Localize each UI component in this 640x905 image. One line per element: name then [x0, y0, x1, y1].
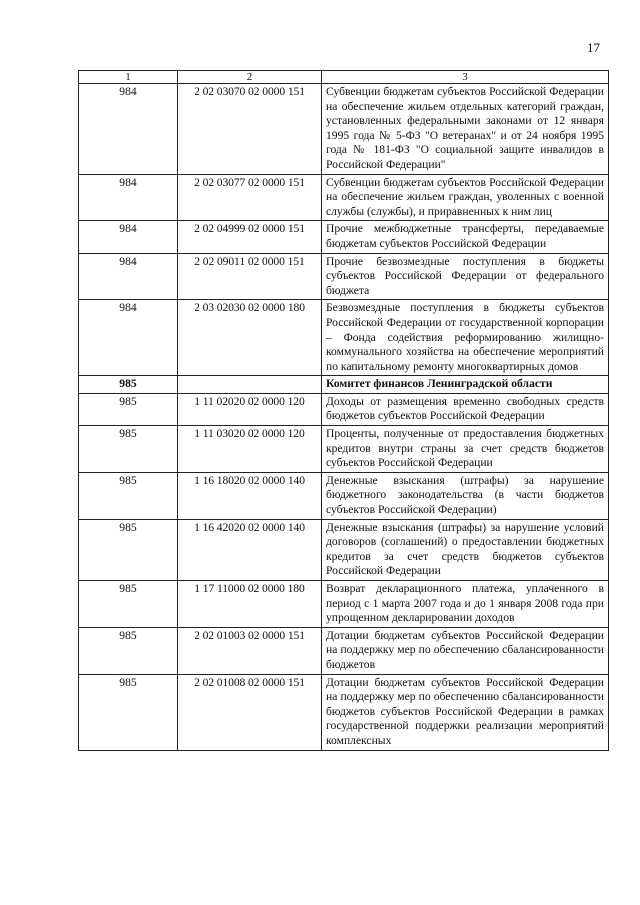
- admin-code-cell: 984: [79, 84, 178, 175]
- table-row: [79, 627, 609, 674]
- table-row: [79, 519, 609, 580]
- admin-code-cell: 985: [79, 376, 178, 394]
- header-row: [79, 71, 609, 84]
- section-heading-row: [79, 376, 609, 394]
- revenue-code-cell: 2 03 02030 02 0000 180: [178, 300, 322, 376]
- revenue-codes-table: [78, 70, 609, 751]
- table-row: [79, 253, 609, 300]
- table-row: [79, 221, 609, 253]
- admin-code-cell: 985: [79, 674, 178, 750]
- revenue-code-cell: 2 02 03070 02 0000 151: [178, 84, 322, 175]
- revenue-code-cell: 2 02 01008 02 0000 151: [178, 674, 322, 750]
- revenue-description-cell: Дотации бюджетам субъектов Российской Федерации на поддержку мер по обеспечению сбалансированности бюджетов: [322, 627, 609, 674]
- revenue-description-cell: Субвенции бюджетам субъектов Российской Федерации на обеспечение жильем граждан, уволенных с военной службы (службы), и приравненных к ним лиц: [322, 174, 609, 221]
- admin-code-cell: 985: [79, 519, 178, 580]
- revenue-description-cell: Доходы от размещения временно свободных средств бюджетов субъектов Российской Федерации: [322, 393, 609, 425]
- revenue-code-cell: [178, 376, 322, 394]
- revenue-description-cell: Проценты, полученные от предоставления бюджетных кредитов внутри страны за счет средств бюджетов субъектов Российской Федерации: [322, 426, 609, 473]
- header-column-3: 3: [322, 71, 609, 84]
- revenue-code-cell: 1 17 11000 02 0000 180: [178, 581, 322, 628]
- admin-code-cell: 985: [79, 426, 178, 473]
- revenue-description-cell: Комитет финансов Ленинградской области: [322, 376, 609, 394]
- revenue-description-cell: Субвенции бюджетам субъектов Российской Федерации на обеспечение жильем отдельных категорий граждан, установленных федеральными законами от 12 января 1995 года № 5-ФЗ "О ветеранах" и от 24 ноября 1995 года № 181-ФЗ "О социальной защите инвалидов в Российской Федерации": [322, 84, 609, 175]
- revenue-code-cell: 2 02 09011 02 0000 151: [178, 253, 322, 300]
- admin-code-cell: 984: [79, 174, 178, 221]
- header-column-1: 1: [79, 71, 178, 84]
- table-row: [79, 472, 609, 519]
- revenue-code-cell: 2 02 01003 02 0000 151: [178, 627, 322, 674]
- revenue-code-cell: 1 11 02020 02 0000 120: [178, 393, 322, 425]
- revenue-description-cell: Дотации бюджетам субъектов Российской Федерации на поддержку мер по обеспечению сбалансированности бюджетов субъектов Российской Федерации в рамках государственной поддержки реализации мероприятий комплексных: [322, 674, 609, 750]
- revenue-code-cell: 2 02 03077 02 0000 151: [178, 174, 322, 221]
- revenue-code-cell: 2 02 04999 02 0000 151: [178, 221, 322, 253]
- admin-code-cell: 985: [79, 472, 178, 519]
- revenue-description-cell: Денежные взыскания (штрафы) за нарушение условий договоров (соглашений) о предоставлении бюджетных кредитов за счет средств бюджетов субъектов Российской Федерации: [322, 519, 609, 580]
- admin-code-cell: 984: [79, 300, 178, 376]
- admin-code-cell: 985: [79, 581, 178, 628]
- revenue-description-cell: Прочие безвозмездные поступления в бюджеты субъектов Российской Федерации от федерального бюджета: [322, 253, 609, 300]
- table-header: [79, 71, 609, 84]
- revenue-description-cell: Возврат декларационного платежа, уплаченного в период с 1 марта 2007 года и до 1 января 2008 года при упрощенном декларировании доходов: [322, 581, 609, 628]
- admin-code-cell: 985: [79, 393, 178, 425]
- table-row: [79, 174, 609, 221]
- admin-code-cell: 984: [79, 253, 178, 300]
- table-body: [79, 84, 609, 751]
- revenue-description-cell: Прочие межбюджетные трансферты, передаваемые бюджетам субъектов Российской Федерации: [322, 221, 609, 253]
- revenue-code-cell: 1 16 18020 02 0000 140: [178, 472, 322, 519]
- revenue-description-cell: Безвозмездные поступления в бюджеты субъектов Российской Федерации от государственной корпорации – Фонда содействия реформированию жилищно-коммунального хозяйства на обеспечение мероприятий по капитальному ремонту многоквартирных домов: [322, 300, 609, 376]
- revenue-description-cell: Денежные взыскания (штрафы) за нарушение бюджетного законодательства (в части бюджетов субъектов Российской Федерации): [322, 472, 609, 519]
- header-column-2: 2: [178, 71, 322, 84]
- table-row: [79, 426, 609, 473]
- admin-code-cell: 985: [79, 627, 178, 674]
- table-row: [79, 300, 609, 376]
- page-number: 17: [587, 40, 600, 55]
- table-row: [79, 393, 609, 425]
- admin-code-cell: 984: [79, 221, 178, 253]
- revenue-code-cell: 1 11 03020 02 0000 120: [178, 426, 322, 473]
- revenue-code-cell: 1 16 42020 02 0000 140: [178, 519, 322, 580]
- table-row: [79, 84, 609, 175]
- table-row: [79, 581, 609, 628]
- table-row: [79, 674, 609, 750]
